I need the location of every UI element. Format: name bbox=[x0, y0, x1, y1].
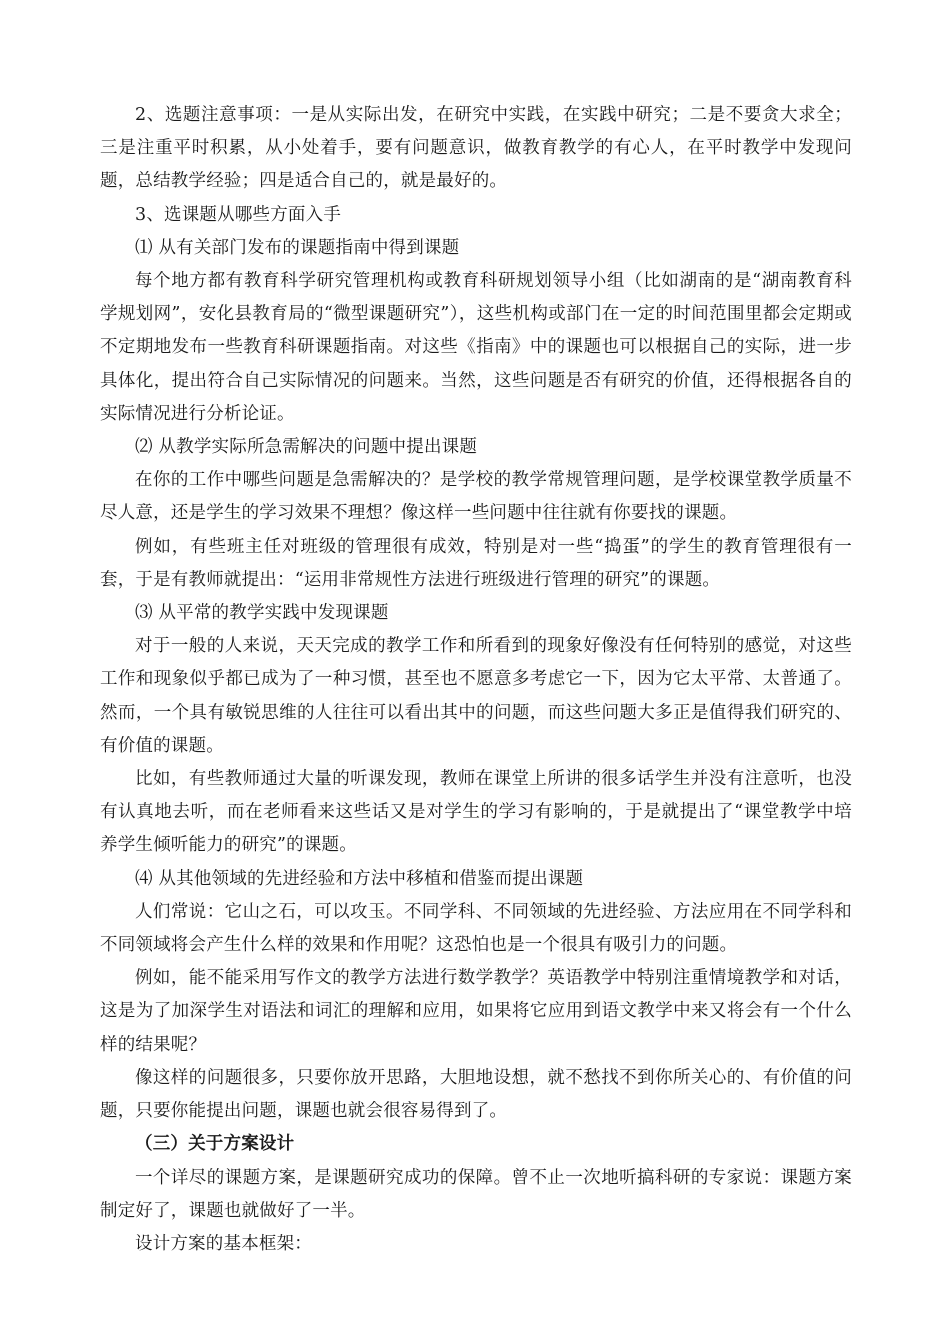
paragraph-plan-importance: 一个详尽的课题方案，是课题研究成功的保障。曾不止一次地听搞科研的专家说：课题方案制定好了，课题也就做好了一半。 bbox=[100, 1167, 852, 1221]
paragraph-listening-example: 比如，有些教师通过大量的听课发现，教师在课堂上所讲的很多话学生并没有注意听，也没有认真地去听，而在老师看来这些话又是对学生的学习有影响的，于是就提出了“课堂教学中培养学生倾听能力的研究”的课题。 bbox=[100, 769, 852, 856]
subheading-guide-topics: ⑴ 从有关部门发布的课题指南中得到课题 bbox=[135, 237, 460, 258]
subheading-daily-practice: ⑶ 从平常的教学实践中发现课题 bbox=[135, 603, 389, 624]
subheading-urgent-problems: ⑵ 从教学实际所急需解决的问题中提出课题 bbox=[135, 437, 478, 458]
paragraph-topic-notes: 2、选题注意事项：一是从实际出发，在研究中实践，在实践中研究；二是不要贪大求全；三是注重平时积累，从小处着手，要有问题意识，做教育教学的有心人，在平时教学中发现问题，总结教学经验；四是适合自己的，就是最好的。 bbox=[100, 105, 852, 192]
paragraph-urgent-problems: 在你的工作中哪些问题是急需解决的？是学校的教学常规管理问题，是学校课堂教学质量不尽人意，还是学生的学习效果不理想？像这样一些问题中往往就有你要找的课题。 bbox=[100, 470, 852, 524]
document-page bbox=[100, 99, 852, 1261]
paragraph-guide-topics: 每个地方都有教育科学研究管理机构或教育科研规划领导小组（比如湖南的是“湖南教育科学规划网”，安化县教育局的“微型课题研究”），这些机构或部门在一定的时间范围里都会定期或不定期地发布一些教育科研课题指南。对这些《指南》中的课题也可以根据自己的实际，进一步具体化，提出符合自己实际情况的问题来。当然，这些问题是否有研究的价值，还得根据各自的实际情况进行分析论证。 bbox=[100, 271, 852, 424]
paragraph-class-management-example: 例如，有些班主任对班级的管理很有成效，特别是对一些“捣蛋”的学生的教育管理很有一套，于是有教师就提出：“运用非常规性方法进行班级进行管理的研究”的课题。 bbox=[100, 536, 852, 590]
section-heading-plan-design: （三）关于方案设计 bbox=[135, 1134, 295, 1155]
paragraph-daily-practice: 对于一般的人来说，天天完成的教学工作和所看到的现象好像没有任何特别的感觉，对这些工作和现象似乎都已成为了一种习惯，甚至也不愿意多考虑它一下，因为它太平常、太普通了。然而，一个具有敏锐思维的人往往可以看出其中的问题，而这些问题大多正是值得我们研究的、有价值的课题。 bbox=[100, 636, 852, 756]
subheading-other-fields: ⑷ 从其他领域的先进经验和方法中移植和借鉴而提出课题 bbox=[135, 868, 584, 889]
paragraph-other-fields: 人们常说：它山之石，可以攻玉。不同学科、不同领域的先进经验、方法应用在不同学科和不同领域将会产生什么样的效果和作用呢？这恐怕也是一个很具有吸引力的问题。 bbox=[100, 901, 852, 956]
paragraph-topic-sources-title: 3、选课题从哪些方面入手 bbox=[135, 204, 342, 225]
paragraph-cross-subject-example: 例如，能不能采用写作文的教学方法进行数学教学？英语教学中特别注重情境教学和对话，这是为了加深学生对语法和词汇的理解和应用，如果将它应用到语文教学中来又将会有一个什么样的结果呢？ bbox=[100, 968, 852, 1055]
paragraph-many-problems: 像这样的问题很多，只要你放开思路，大胆地设想，就不愁找不到你所关心的、有价值的问题，只要你能提出问题，课题也就会很容易得到了。 bbox=[100, 1067, 852, 1122]
paragraph-plan-framework: 设计方案的基本框架： bbox=[135, 1233, 312, 1254]
